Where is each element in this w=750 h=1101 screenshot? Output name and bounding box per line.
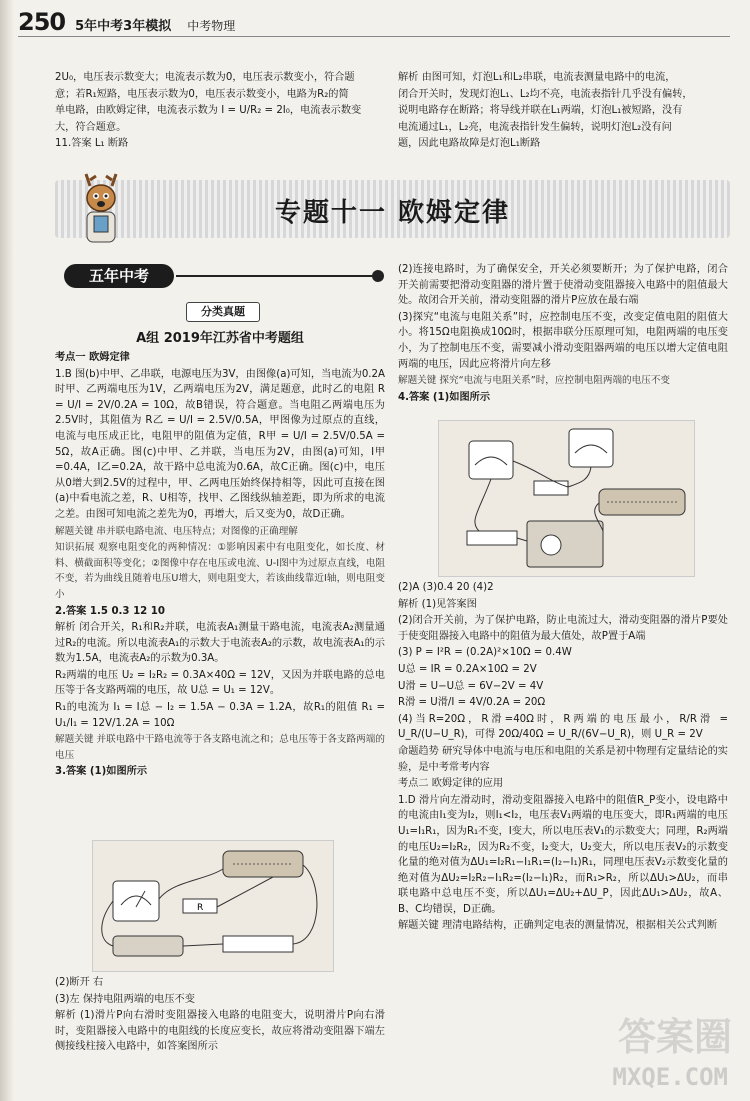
text-paragraph: 考点二 欧姆定律的应用: [398, 778, 504, 790]
text-paragraph: 意；若R₁短路，电压表示数为0，电压表示数变小，电路为R₂的简: [55, 88, 349, 100]
text-paragraph: (4)当R=20Ω，R滑=40Ω时，R两端的电压最小，R/R滑 = U_R/(U−U_R)，可得 20Ω/40Ω = U_R/(6V−U_R)，则 U_R = 2V: [398, 713, 728, 741]
text-paragraph: (2)连接电路时，为了确保安全，开关必须要断开；为了保护电路，闭合开关前需要把滑动变阻器的滑片置于使滑动变阻器接入电路中的阻值最大处。故闭合开关前，滑动变阻器的滑片P应放在最右端: [398, 264, 728, 307]
banner-line: [176, 275, 376, 277]
banner-label: 五年中考: [64, 264, 174, 288]
category-label: 分类真题: [186, 302, 260, 322]
banner-dot: [372, 270, 384, 282]
text-paragraph: 知识拓展 观察电阻变化的两种情况：①影响因素中有电阻变化，如长度、材料、横截面积等变化；②图像中存在电压或电流、U-I图中为过原点直线，电阻不变，若为曲线且随着电压U增大，则电阻变大，若该曲线靠近I轴，则电阻变小: [55, 542, 385, 600]
subject-label: 中考物理: [187, 19, 236, 33]
text-paragraph: 11.答案 L₁ 断路: [55, 138, 129, 150]
svg-text:R: R: [197, 903, 204, 913]
text-paragraph: 题，因此电路故障是灯泡L₁断路: [398, 138, 541, 150]
text-paragraph: 解题关键 并联电路中干路电流等于各支路电流之和；总电压等于各支路两端的电压: [55, 734, 385, 761]
text-paragraph: (3)左 保持电阻两端的电压不变: [55, 993, 195, 1005]
text-paragraph: R₂两端的电压 U₂ = I₂R₂ = 0.3A×40Ω = 12V，又因为并联电路的总电压等于各支路两端的电压，故 U总 = U₁ = 12V。: [55, 669, 385, 697]
deer-mascot-icon: [72, 170, 130, 248]
text-paragraph: 命题趋势 研究导体中电流与电压和电阻的关系是初中物理有定量结论的实验，是中考常考内容: [398, 745, 728, 773]
text-paragraph: 3.答案 (1)如图所示: [55, 766, 148, 778]
text-paragraph: 4.答案 (1)如图所示: [398, 391, 491, 403]
text-paragraph: 电流通过L₁，L₂亮，电流表指针发生偏转，说明灯泡L₂没有问: [398, 121, 672, 133]
text-paragraph: (3) P = I²R = (0.2A)²×10Ω = 0.4W: [398, 647, 572, 659]
page-edge-shadow: [0, 0, 14, 1101]
text-paragraph: (2)断开 右: [55, 977, 104, 988]
book-title: 5年中考3年模拟: [75, 19, 172, 34]
five-year-banner: [64, 264, 384, 290]
top-right-text: [398, 70, 728, 153]
topic-band: [55, 180, 730, 238]
topic-title: 专题十一 欧姆定律: [274, 198, 511, 228]
right-column: [398, 262, 728, 406]
watermark-url: MXQE.COM: [612, 1063, 728, 1091]
text-paragraph: 解析 (1)见答案图: [398, 598, 477, 610]
text-paragraph: R₁的电流为 I₁ = I总 − I₂ = 1.5A − 0.3A = 1.2A，故R₁的阻值 R₁ = U₁/I₁ = 12V/1.2A = 10Ω: [55, 702, 385, 729]
watermark-logo: 答案圈: [617, 1015, 732, 1059]
text-paragraph: U滑 = U−U总 = 6V−2V = 4V: [398, 680, 544, 692]
text-paragraph: (2)A (3)0.4 20 (4)2: [398, 582, 494, 593]
text-paragraph: 2U₀，电压表示数变大；电流表示数为0，电压表示数变小，符合题: [55, 72, 355, 83]
text-paragraph: 说明电路存在断路；将导线并联在L₁两端，灯泡L₁被短路，没有: [398, 105, 683, 117]
circuit-figure-3: [92, 840, 334, 972]
text-paragraph: (2)闭合开关前，为了保护电路，防止电流过大，滑动变阻器的滑片P要处于使变阻器接入电路中的阻值为最大值处，故P置于A端: [398, 615, 728, 642]
text-paragraph: 1.D 滑片向左滑动时，滑动变阻器接入电路中的阻值R_P变小，设电路中的电流由I₁变为I₂，则I₁<I₂，电压表V₁两端的电压变大，即R₁两端的电压U₁=I₁R₁，因为R₁不变，I变大，所以电压表V₁的示数变大；同理，R₂两端的电压U₂=I₂R₂，因为R₂不变，I₂变大，U₂变大，所以电压表V₂的示数变化量的绝对值为ΔU₁=I₂R₁−I₁R₁=(I₂−I₁)R₁，同理电压表V₂示数变化量的绝对值为ΔU₂=I₂R₂−I₁R₂=(I₂−I₁)R₂，而R₁>R₂，所以ΔU₁>ΔU₂，而串联电路中总电压不变，所以ΔU₁=ΔU₂+ΔU_P，因此ΔU₁>ΔU₂，故A、B、C均错误，D正确。: [398, 794, 728, 915]
text-paragraph: 大，符合题意。: [55, 121, 127, 133]
header-rule: [18, 36, 730, 37]
top-left-text: [55, 70, 385, 153]
page-header: [18, 8, 235, 34]
text-paragraph: U总 = IR = 0.2A×10Ω = 2V: [398, 663, 537, 675]
text-paragraph: 解析 闭合开关，R₁和R₂并联，电流表A₁测量干路电流，电流表A₂测量通过R₂的电流。所以电流表A₁的示数大于电流表A₂的示数，故电流表A₁的示数为1.5A，电流表A₂的示数为0.3A。: [55, 622, 385, 665]
text-paragraph: 解析 由图可知，灯泡L₁和L₂串联，电流表测量电路中的电流，: [398, 72, 676, 83]
text-paragraph: 单电路，由欧姆定律，电流表示数为 I = U/R₂ = 2I₀，电流表示数变: [55, 105, 362, 117]
text-paragraph: 考点一 欧姆定律: [55, 352, 130, 363]
text-paragraph: 解题关键 理清电路结构，正确判定电表的测量情况，根据相关公式判断: [398, 920, 718, 932]
text-paragraph: 2.答案 1.5 0.3 12 10: [55, 605, 165, 617]
text-paragraph: (3)探究“电流与电阻关系”时，应控制电压不变，改变定值电阻的阻值大小。将15Ω电阻换成10Ω时，根据串联分压原理可知，电阻两端的电压变小，为了控制电压不变，需要减小滑动变阻器两端的电压以增大定值电阻两端的电压，因此应将滑片向左移: [398, 311, 728, 370]
circuit-figure-4: [438, 420, 695, 577]
text-paragraph: 解题关键 探究“电流与电阻关系”时，应控制电阻两端的电压不变: [398, 375, 671, 387]
left-column: [55, 350, 385, 781]
group-heading: A组 2019年江苏省中考题组: [136, 331, 304, 346]
text-paragraph: 解析 (1)滑片P向右滑时变阻器接入电路的电阻变大，说明滑片P向右滑时，变阻器接入电路中的电阻线的长度应变长，故应将滑动变阻器下端左侧接线柱接入电路中，如答案图所示: [55, 1010, 385, 1053]
page-number: 250: [18, 8, 66, 36]
text-paragraph: 解题关键 串并联电路电流、电压特点；对图像的正确理解: [55, 525, 298, 537]
text-paragraph: R滑 = U滑/I = 4V/0.2A = 20Ω: [398, 697, 546, 709]
left-bottom-text: [55, 975, 385, 1056]
text-paragraph: 1.B 图(b)中甲、乙串联，电源电压为3V，由图像(a)可知，当电流为0.2A时甲、乙两端电压为1V，乙两端电压为2V，满足题意，此时乙的电阻 R = U/I = 2V/0.2A = 10Ω，故B错误，符合题意。当电阻乙两端电压为2.5V时，其阻值为 R乙 = U/I = 2.5V/0.5A，甲图像为过原点的直线，电流与电压成正比，电阻甲的阻值为定值，R甲 = U/I = 2.5V/0.5A = 5Ω，故A正确。图(c)中甲、乙并联，当电压为2V，由图(a)可知，I甲=0.4A，I乙=0.2A，故干路中总电流为0.6A，故C正确。图(c)中，电压从0增大到2.5V的过程中，甲、乙两电压始终保持相等，因此可直接在图(a)中看电流之差，R、U相等，找甲、乙图线纵轴差距，即为所求的电流之差。由图可知电流之差先为0，再增大，后又变为0，故D正确。: [55, 368, 385, 520]
text-paragraph: 闭合开关时，发现灯泡L₁、L₂均不亮，电流表指针几乎没有偏转，: [398, 88, 693, 100]
right-bottom-text: [398, 580, 728, 935]
